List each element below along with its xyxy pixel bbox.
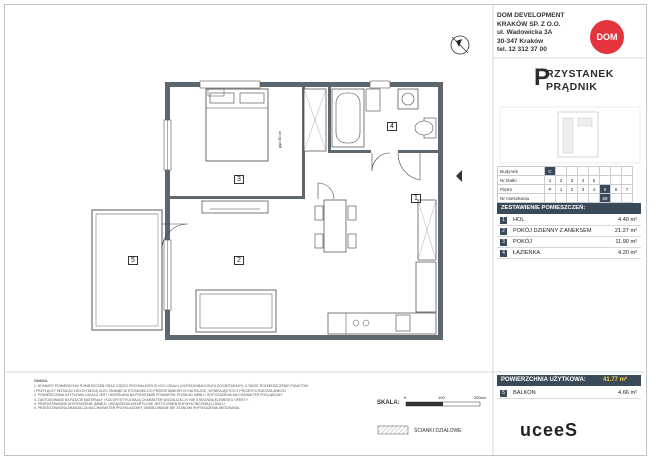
floor-cell-active: 5 bbox=[600, 185, 611, 194]
balcony-row bbox=[497, 388, 641, 399]
scale-tick-200: 200cm bbox=[474, 395, 487, 400]
project-line-1: RZYSTANEK bbox=[546, 68, 614, 80]
scale-tick-100: 100 bbox=[438, 395, 445, 400]
dining-table bbox=[315, 200, 356, 252]
room-label-4: 4 bbox=[387, 122, 397, 131]
total-area-label: POWIERZCHNIA UŻYTKOWA: bbox=[501, 377, 586, 383]
bathtub bbox=[332, 89, 364, 147]
scale-label: SKALA: bbox=[377, 400, 400, 406]
floor-cell: 1 bbox=[556, 185, 567, 194]
project-line-2: PRĄDNIK bbox=[546, 81, 598, 93]
company-info bbox=[497, 12, 564, 55]
stair-cell: 1 bbox=[545, 176, 556, 185]
stair-cell: 3 bbox=[567, 176, 578, 185]
note-line: 1. WYMIARY POWIERZCHNI POMIESZCZEŃ ORAZ CZĘŚCI PRZYNALEŻNYCH DO LOKALU (OGRÓDKI/BALKONY/LOGGIE/TARASY), A TAKŻE ROZMIESZCZENIE PUNKTÓW bbox=[34, 384, 308, 389]
floor-cell: 2 bbox=[567, 185, 578, 194]
tv-cabinet bbox=[202, 201, 268, 213]
compass-icon bbox=[451, 36, 469, 54]
stair-cell: 4 bbox=[578, 176, 589, 185]
note-line: I PRZYŁĄCZY INSTALACYJNYCH MOGĄ ULEC ZMIANIE W STOSUNKU DO PRZEDSTAWIONYCH NA RZUCIE, WYNIKAJĄCYCH Z PROJEKTU BUDOWLANEGO. bbox=[34, 388, 287, 393]
room-number: 1 bbox=[500, 217, 507, 224]
company-name-2: KRAKÓW SP. Z O.O. bbox=[497, 20, 561, 28]
location-table bbox=[497, 166, 633, 203]
wall-legend-swatch bbox=[378, 426, 408, 434]
room-label-5: 5 bbox=[128, 256, 138, 265]
balcony-name: BALKON bbox=[513, 390, 536, 396]
wall-legend-label: ŚCIANKI DZIAŁOWE bbox=[414, 428, 462, 434]
brand-logo: uceeS bbox=[520, 420, 579, 440]
entrance-arrow-icon bbox=[456, 170, 462, 182]
room-area: 11.90 m² bbox=[615, 239, 637, 245]
room-row bbox=[497, 215, 641, 226]
stair-cell: 5 bbox=[589, 176, 600, 185]
balcony-number: 5 bbox=[500, 390, 507, 397]
company-street: ul. Wadowicka 3A bbox=[497, 29, 553, 37]
company-city: 30-347 Kraków bbox=[497, 37, 544, 45]
kitchen-counter bbox=[328, 262, 436, 334]
floor-cell: 7 bbox=[622, 185, 633, 194]
apartment-value: 59 bbox=[600, 194, 611, 203]
notes bbox=[34, 379, 370, 411]
notes-title: UWAGA: bbox=[34, 379, 49, 383]
toilet bbox=[415, 118, 436, 138]
stair-label: Nr klatki bbox=[498, 176, 545, 185]
total-area-value: 41.77 m² bbox=[602, 377, 627, 383]
room-name: POKÓJ bbox=[513, 239, 532, 245]
building-value: C bbox=[545, 167, 556, 176]
note-line: 5. PRZEDSTAWIONA ARANŻACJA MA CHARAKTER PRZYKŁADOWY, UMEBLOWANIE NIE STANOWI WYPOSAŻENIA MIESZKANIA. bbox=[34, 406, 241, 411]
wardrobe bbox=[304, 89, 326, 151]
building-label: Budynek bbox=[498, 167, 545, 176]
project-logo-mark: P bbox=[534, 64, 551, 91]
room-area: 4.40 m² bbox=[618, 217, 637, 223]
hall-wardrobe bbox=[418, 200, 436, 260]
scale-tick-0: 0 bbox=[404, 395, 407, 400]
total-area-bar bbox=[497, 375, 641, 386]
room-label-2: 2 bbox=[234, 256, 244, 265]
floor-cell: 3 bbox=[578, 185, 589, 194]
floor-label: Piętro bbox=[498, 185, 545, 194]
room-row bbox=[497, 248, 641, 259]
wardrobe-depth-label: głęb.60 cm bbox=[278, 130, 282, 148]
room-number: 2 bbox=[500, 228, 507, 235]
stair-cell: 2 bbox=[556, 176, 567, 185]
balcony-area bbox=[92, 210, 162, 330]
room-number: 3 bbox=[500, 239, 507, 246]
rooms-title: ZESTAWIENIE POMIESZCZEŃ: bbox=[497, 203, 641, 214]
bed bbox=[206, 89, 268, 161]
room-label-1: 1 bbox=[411, 194, 421, 203]
apartment-label: Nr mieszkania bbox=[498, 194, 545, 203]
note-line: 2. POWIERZCHNIA UŻYTKOWA LOKALU JEST OKREŚLANA NA PODSTAWIE POMIARÓW. ROZKŁAD MEBLI I WYPOSAŻENIA MA CHARAKTER POGLĄDOWY. bbox=[34, 393, 284, 398]
note-line: 4. PRZEDSTAWIONE WYPOSAŻENIE (MEBLE, URZĄDZENIA AGD/RTV) NIE JEST ELEMENTEM WYKOŃCZENIA LOKALU. bbox=[34, 402, 226, 407]
room-area: 4.20 m² bbox=[618, 250, 637, 256]
sofa bbox=[196, 290, 276, 332]
room-row bbox=[497, 237, 641, 248]
room-number: 4 bbox=[500, 250, 507, 257]
room-name: HOL bbox=[513, 217, 525, 223]
dom-logo: DOM bbox=[590, 20, 624, 54]
doors bbox=[162, 153, 420, 250]
floor-cell: 6 bbox=[611, 185, 622, 194]
room-name: ŁAZIENKA bbox=[513, 250, 541, 256]
company-name: DOM DEVELOPMENT bbox=[497, 12, 565, 19]
sink bbox=[366, 89, 380, 111]
balcony-area: 4.66 m² bbox=[618, 390, 637, 396]
company-phone: tel. 12 312 37 00 bbox=[497, 46, 547, 54]
washing-machine bbox=[398, 89, 418, 109]
note-line: 3. ZASTOSOWANE NA RZUCIE MATERIAŁY I KOLORYSTYKA MAJĄ CHARAKTER WIZUALIZACJI I NIE STANOWIĄ ELEMENTU OFERTY. bbox=[34, 397, 249, 402]
floor-cell: 4 bbox=[589, 185, 600, 194]
building-key-icon bbox=[500, 107, 640, 163]
room-label-3: 3 bbox=[234, 175, 244, 184]
room-row bbox=[497, 226, 641, 237]
room-area: 21.27 m² bbox=[614, 228, 637, 234]
scale-bar bbox=[406, 402, 480, 406]
floor-cell: P bbox=[545, 185, 556, 194]
room-name: POKÓJ DZIENNY Z ANEKSEM bbox=[513, 228, 592, 234]
